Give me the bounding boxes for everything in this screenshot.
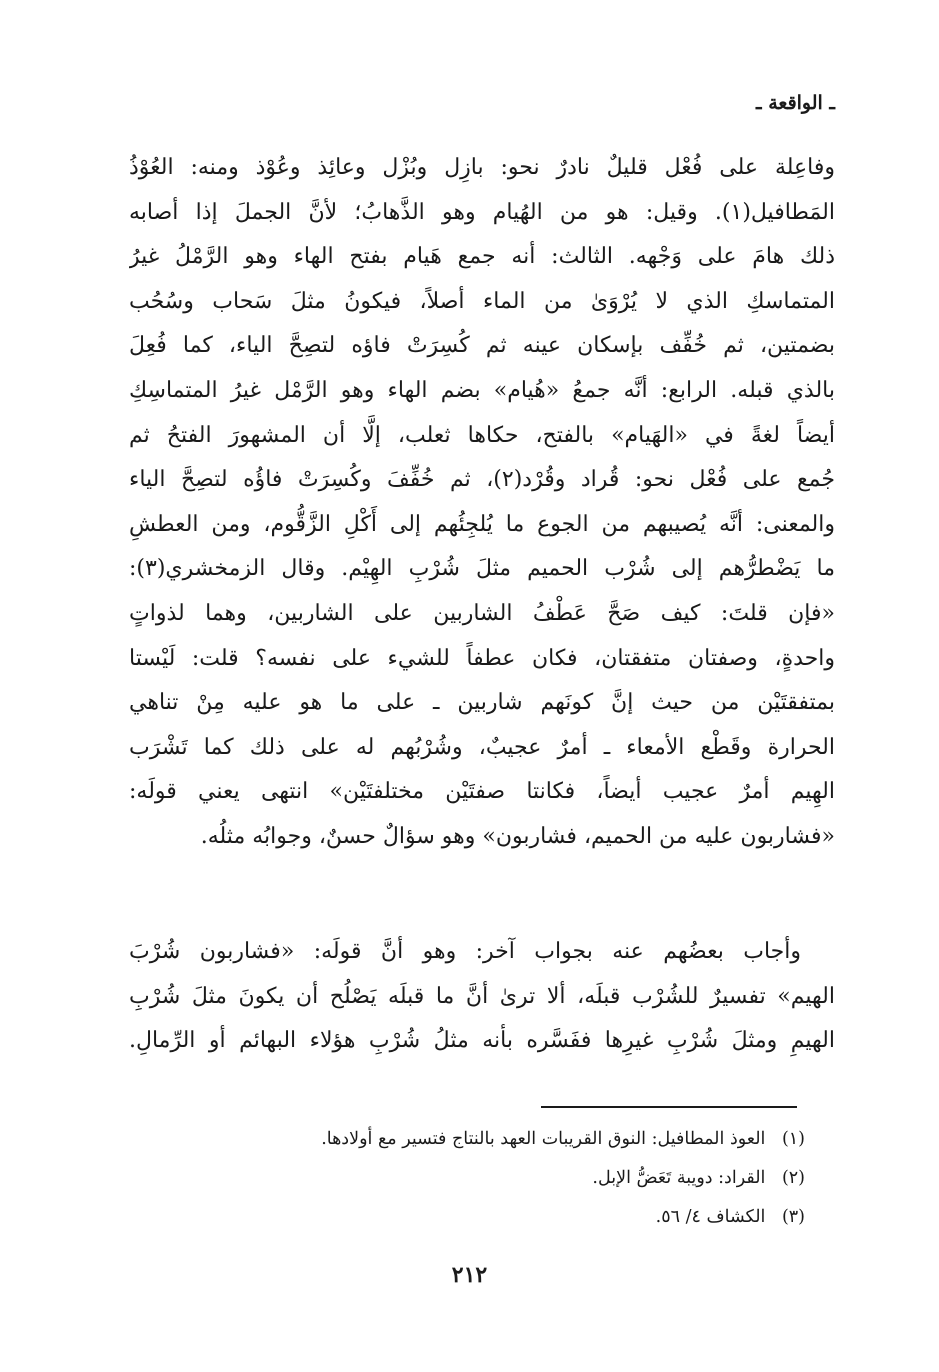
text-line: ذلك هامَ على وَجْهه. الثالث: أنه جمع هَيام بفتح الهاء وهو الرَّمْلُ غيرُ xyxy=(129,244,835,270)
page-number: ٢١٢ xyxy=(451,1262,488,1288)
text-line: واحدةٍ، وصفتان متفقتان، فكان عطفاً للشيء على نفسه؟ قلت: لَيْستا xyxy=(129,645,835,671)
text-line: أيضاً لغةً في «الهَيام» بالفتح، حكاها ثعلب، إلَّا أن المشهورَ الفتحُ ثم xyxy=(129,422,835,448)
footnote-3 xyxy=(225,1198,805,1237)
text-line: بالذي قبله. الرابع: أنَّه جمعُ «هُيام» بضم الهاء وهو الرَّمْل غيرُ المتماسِكِ xyxy=(129,377,835,403)
text-line: وفاعِلة على فُعْل قليلٌ نادرٌ نحو: بازِل وبُزْل وعائِذ وعُوْذ ومنه: العُوْذُ xyxy=(129,155,835,180)
second-paragraph xyxy=(129,930,835,1064)
text-line: «فشاربون عليه من الحميم، فشاربون» وهو سؤالٌ حسنٌ، وجوابُه مثلُه. xyxy=(200,823,835,849)
footnote-2 xyxy=(225,1159,805,1198)
footnote-separator xyxy=(541,1106,797,1108)
text-line: جُمع على فُعْل نحو: قُراد وقُرْد(٢)، ثم خُفِّفَ وكُسِرَتْ فاؤُه لتصِحَّ الياء xyxy=(129,467,835,493)
footnotes xyxy=(225,1120,805,1237)
text-line: بمتفقتَيْن من حيث إنَّ كونَهم شاربين ـ على ما هو عليه مِنْ تناهي xyxy=(129,690,835,716)
text-line: «فإن قلتَ: كيف صَحَّ عَطْفُ الشاربين على الشاربين، وهما لذواتٍ xyxy=(129,600,835,626)
footnote-number: (٣) xyxy=(781,1207,805,1227)
text-line: الحرارة وقَطْع الأمعاء ـ أمرٌ عجيبٌ، وشُرْبُهم له على ذلك كما تَشْرَب xyxy=(129,734,835,760)
text-line: ما يَضْطرُّهم إلى شُرْب الحميم مثلَ شُرْبِ الهِيْم. وقال الزمخشري(٣): xyxy=(129,556,835,582)
main-paragraph xyxy=(129,146,835,860)
text-line: والمعنى: أنَّه يُصيبهم من الجوع ما يُلجِئُهم إلى أَكْلِ الزَّقُّوم، ومن العطشِ xyxy=(129,511,835,537)
text-line: الهِيم أمرٌ عجيب أيضاً، فكانتا صفتَيْن مختلفتَيْن» انتهى يعني قولَه: xyxy=(129,779,835,805)
text-line: المَطافيل(١). وقيل: هو من الهُيام وهو الذَّهابُ؛ لأنَّ الجملَ إذا أصابه xyxy=(129,199,835,225)
text-line: وأجاب بعضُهم عنه بجواب آخر: وهو أنَّ قولَه: «فشاربون شُرْبَ xyxy=(129,939,801,964)
text-line: المتماسكِ الذي لا يُرْوَىٰ من الماء أصلاً، فيكونُ مثلَ سَحاب وسُحُب xyxy=(129,288,835,314)
running-head: ـ الواقعة ـ xyxy=(756,92,835,114)
footnote-1 xyxy=(225,1120,805,1159)
footnote-text: العوذ المطافيل: النوق القريبات العهد بالنتاج فتسير مع أولادها. xyxy=(321,1129,766,1149)
footnote-text: القراد: دويبة تَعَضُّ الإبل. xyxy=(592,1168,766,1188)
text-line: الهيم» تفسيرٌ للشُرْب قبلَه، ألا ترىٰ أنَّ ما قبلَه يَصْلُح أن يكونَ مثلَ شُرْبِ xyxy=(129,983,835,1009)
footnote-text: الكشاف ٤/ ٥٦. xyxy=(655,1207,766,1227)
footnote-number: (١) xyxy=(781,1129,805,1149)
text-line: بضمتين، ثم خُفِّف بإسكان عينه ثم كُسِرَتْ فاؤه لتصِحَّ الياء، كما فُعِلَ xyxy=(129,333,835,359)
footnote-number: (٢) xyxy=(781,1168,805,1188)
text-line: الهيمِ ومثلَ شُرْبِ غيرِها ففَسَّره بأنه مثلُ شُرْبِ هؤلاء البهائم أو الرِّمالِ. xyxy=(129,1028,835,1054)
